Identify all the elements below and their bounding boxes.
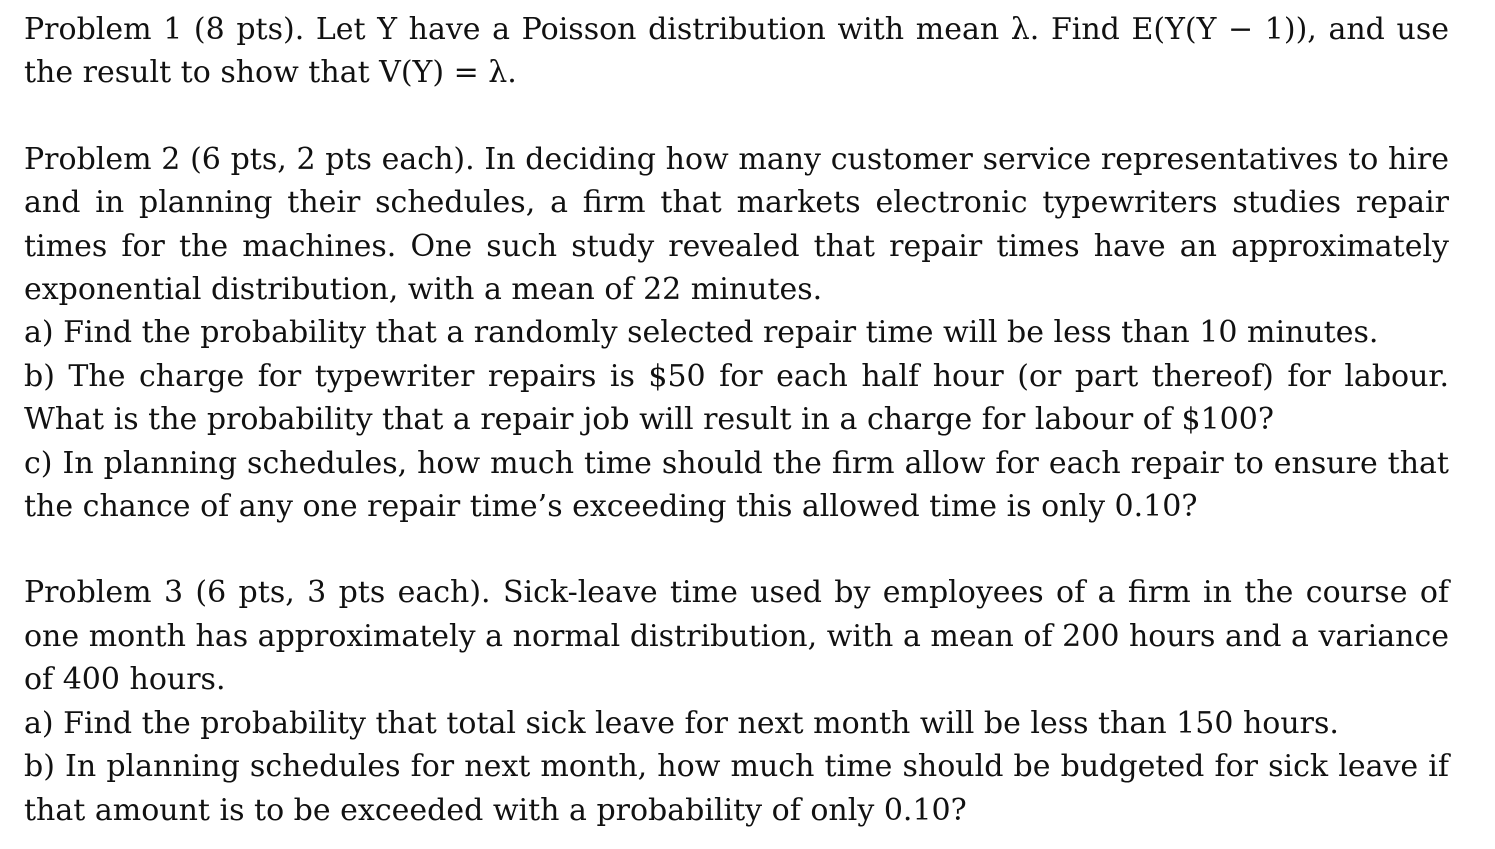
problem-1-paragraph: [24, 8, 1449, 95]
problem-2: [24, 138, 1449, 529]
problem-3-paragraph: [24, 571, 1449, 701]
problem-2-part-a: a) Find the probability that a randomly selected repair time will be less than 10 minutes.: [24, 315, 1379, 351]
problem-1-text: Let Y have a Poisson distribution with mean λ. Find E(Y(Y − 1)), and use the result to show that V(Y) = λ.: [24, 12, 1449, 91]
problem-2-heading: Problem 2 (6 pts, 2 pts each).: [24, 141, 475, 177]
problem-2-paragraph: [24, 138, 1449, 312]
problem-1: [24, 8, 1449, 95]
problem-3-part-a: a) Find the probability that total sick leave for next month will be less than 150 hours.: [24, 705, 1339, 741]
problem-3-heading: Problem 3 (6 pts, 3 pts each).: [24, 575, 491, 611]
problem-2-part-b: b) The charge for typewriter repairs is $50 for each half hour (or part thereof) for labour. What is the probability that a repair job will result in a charge for labour of $100?: [24, 358, 1449, 438]
problem-3-text: Sick-leave time used by employees of a firm in the course of one month has approximately a normal distribution, with a mean of 200 hours and a variance of 400 hours.: [24, 575, 1449, 698]
problem-1-heading: Problem 1 (8 pts).: [24, 12, 305, 47]
problem-2-part-c: c) In planning schedules, how much time should the firm allow for each repair to ensure that the chance of any one repair time’s exceeding this allowed time is only 0.10?: [24, 445, 1449, 525]
problem-2-text: In deciding how many customer service representatives to hire and in planning their schedules, a firm that markets electronic typewriters studies repair times for the machines. One such study revealed that repair times have an approximately exponential distribution, with a mean of 22 minutes.: [24, 141, 1449, 308]
problem-set: [24, 8, 1449, 832]
problem-3-part-b: b) In planning schedules for next month, how much time should be budgeted for sick leave if that amount is to be exceeded with a probability of only 0.10?: [24, 749, 1449, 828]
problem-3: [24, 571, 1449, 831]
